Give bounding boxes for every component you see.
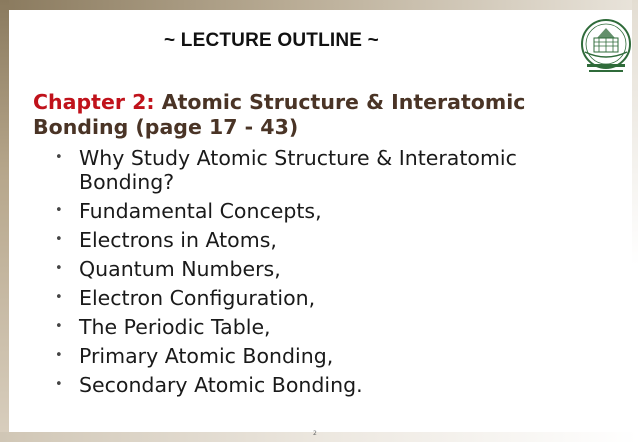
bullet-icon: • (55, 203, 63, 218)
topic-text: Electron Configuration, (79, 286, 316, 310)
institution-emblem-icon (575, 16, 637, 78)
topic-text: Fundamental Concepts, (79, 199, 322, 223)
topic-item (55, 315, 615, 339)
page-number: 2 (313, 430, 317, 437)
topic-item (55, 286, 615, 310)
topic-text: The Periodic Table, (79, 315, 271, 339)
bullet-icon: • (55, 290, 63, 305)
chapter-heading (33, 90, 613, 140)
topic-item (55, 228, 615, 252)
topic-text: Electrons in Atoms, (79, 228, 277, 252)
topic-item (55, 199, 615, 223)
chapter-label: Chapter 2: (33, 90, 155, 114)
topic-text: Quantum Numbers, (79, 257, 281, 281)
topic-list (55, 146, 615, 402)
frame-bottom-border (0, 432, 638, 442)
slide-title: ~ LECTURE OUTLINE ~ (164, 30, 379, 51)
topic-item (55, 146, 615, 194)
topic-item (55, 257, 615, 281)
topic-item (55, 344, 615, 368)
topic-text: Secondary Atomic Bonding. (79, 373, 363, 397)
bullet-icon: • (55, 150, 63, 165)
bullet-icon: • (55, 348, 63, 363)
topic-text: Why Study Atomic Structure & Interatomic Bonding? (79, 146, 517, 194)
frame-left-border (0, 0, 9, 442)
bullet-icon: • (55, 377, 63, 392)
chapter-title: Atomic Structure & Interatomic Bonding (page 17 - 43) (33, 90, 526, 139)
bullet-icon: • (55, 232, 63, 247)
frame-top-border (0, 0, 638, 10)
slide (9, 10, 632, 437)
bullet-icon: • (55, 319, 63, 334)
topic-item (55, 373, 615, 397)
topic-text: Primary Atomic Bonding, (79, 344, 334, 368)
bullet-icon: • (55, 261, 63, 276)
